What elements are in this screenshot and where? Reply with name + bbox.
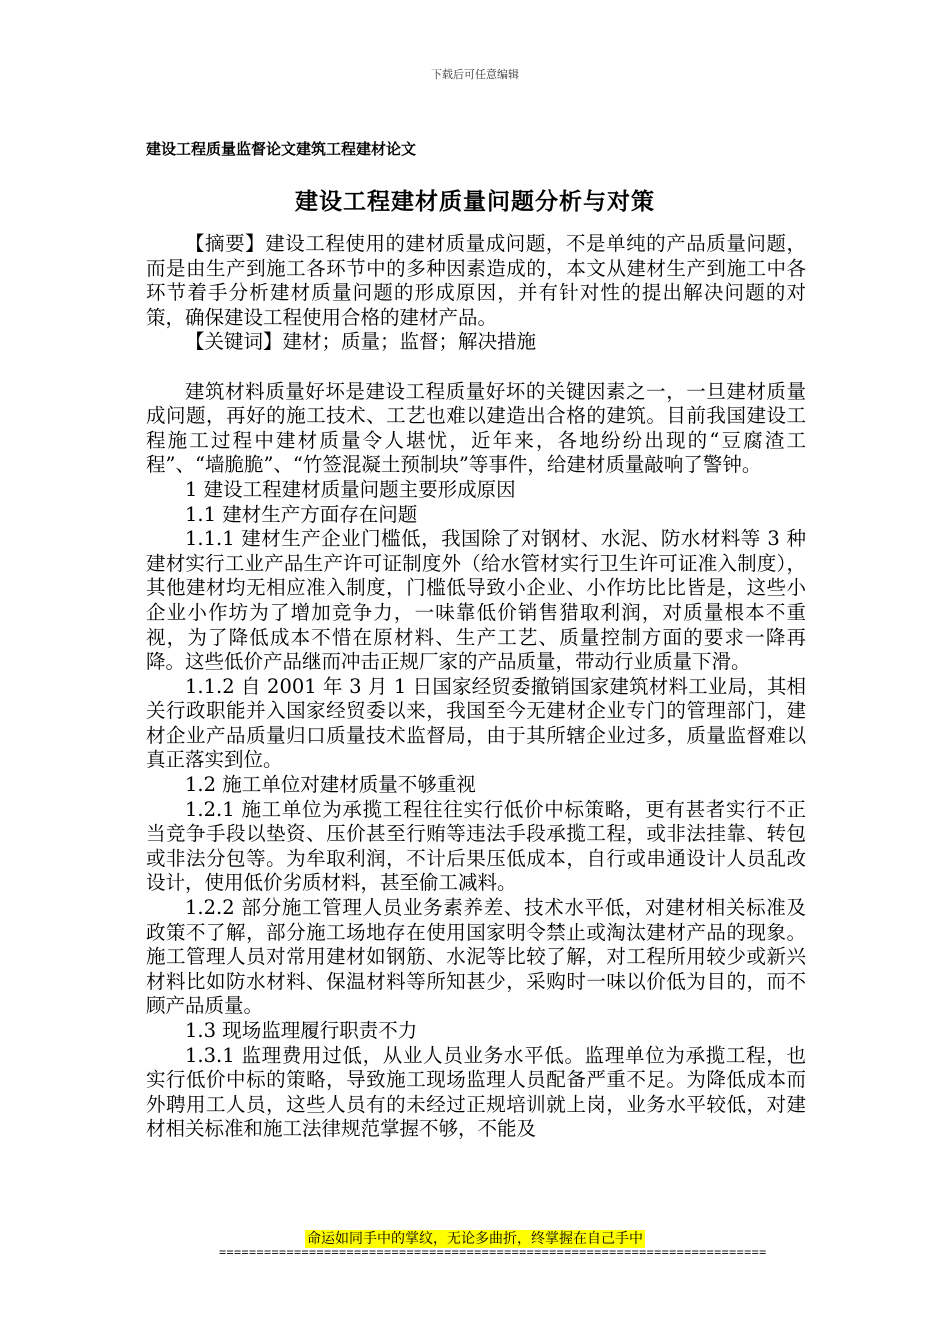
body-paragraph: 1.2.1 施工单位为承揽工程往往实行低价中标策略，更有甚者实行不正当竞争手段以垫资、压价甚至行贿等违法手段承揽工程，或非法挂靠、转包或非法分包等。为牟取利润，不计后果压低成本，自行或串通设计人员乱改设计，使用低价劣质材料，甚至偷工减料。	[146, 797, 806, 895]
body-paragraph: 1.1.2 自 2001 年 3 月 1 日国家经贸委撤销国家建筑材料工业局，其相关行政职能并入国家经贸委以来，我国至今无建材企业专门的管理部门，建材企业产品质量归口质量技术监督局，由于其所辖企业过多，质量监督难以真正落实到位。	[146, 674, 806, 772]
footer-motto: 命运如同手中的掌纹，无论多曲折，终掌握在自己手中	[307, 1231, 643, 1247]
header-note: 下载后可任意编辑	[431, 68, 519, 81]
subsection-heading: 1.3 现场监理履行职责不力	[185, 1019, 418, 1042]
document-body	[146, 232, 806, 1142]
subject-line: 建设工程质量监督论文建筑工程建材论文	[146, 140, 417, 158]
body-paragraph: 1.2.2 部分施工管理人员业务素养差、技术水平低，对建材相关标准及政策不了解，部分施工场地存在使用国家明令禁止或淘汰建材产品的现象。施工管理人员对常用建材如钢筋、水泥等比较了解，对工程所用较少或新兴材料比如防水材料、保温材料等所知甚少，采购时一味以价低为目的，而不顾产品质量。	[146, 896, 806, 1018]
abstract-paragraph: 【摘要】建设工程使用的建材质量成问题，不是单纯的产品质量问题，而是由生产到施工各环节中的多种因素造成的，本文从建材生产到施工中各环节着手分析建材质量问题的形成原因，并有针对性的提出解决问题的对策，确保建设工程使用合格的建材产品。	[146, 232, 806, 329]
subsection-heading: 1.2 施工单位对建材质量不够重视	[185, 773, 476, 797]
blank-line	[146, 355, 806, 380]
footer-divider: =========================================================================	[219, 1245, 767, 1259]
keywords-paragraph: 【关键词】建材；质量；监督；解决措施	[185, 330, 537, 354]
body-paragraph: 1.3.1 监理费用过低，从业人员业务水平低。监理单位为承揽工程，也实行低价中标的策略，导致施工现场监理人员配备严重不足。为降低成本而外聘用工人员，这些人员有的未经过正规培训就上岗，业务水平较低，对建材相关标准和施工法律规范掌握不够，不能及	[146, 1043, 806, 1141]
body-paragraph: 1.1.1 建材生产企业门槛低，我国除了对钢材、水泥、防水材料等 3 种建材实行工业产品生产许可证制度外（给水管材实行卫生许可证准入制度），其他建材均无相应准入制度，门槛低导致小企业、小作坊比比皆是，这些小企业小作坊为了增加竞争力，一味靠低价销售猎取利润，对质量根本不重视，为了降低成本不惜在原材料、生产工艺、质量控制方面的要求一降再降。这些低价产品继而冲击正规厂家的产品质量，带动行业质量下滑。	[146, 527, 806, 674]
intro-paragraph: 建筑材料质量好坏是建设工程质量好坏的关键因素之一，一旦建材质量成问题，再好的施工技术、工艺也难以建造出合格的建筑。目前我国建设工程施工过程中建材质量令人堪忧，近年来，各地纷纷出现的“豆腐渣工程”、“墙脆脆”、“竹签混凝土预制块”等事件，给建材质量敲响了警钟。	[146, 379, 806, 477]
document-title: 建设工程建材质量问题分析与对策	[295, 188, 655, 215]
section-heading: 1 建设工程建材质量问题主要形成原因	[185, 477, 516, 501]
subsection-heading: 1.1 建材生产方面存在问题	[185, 502, 418, 526]
